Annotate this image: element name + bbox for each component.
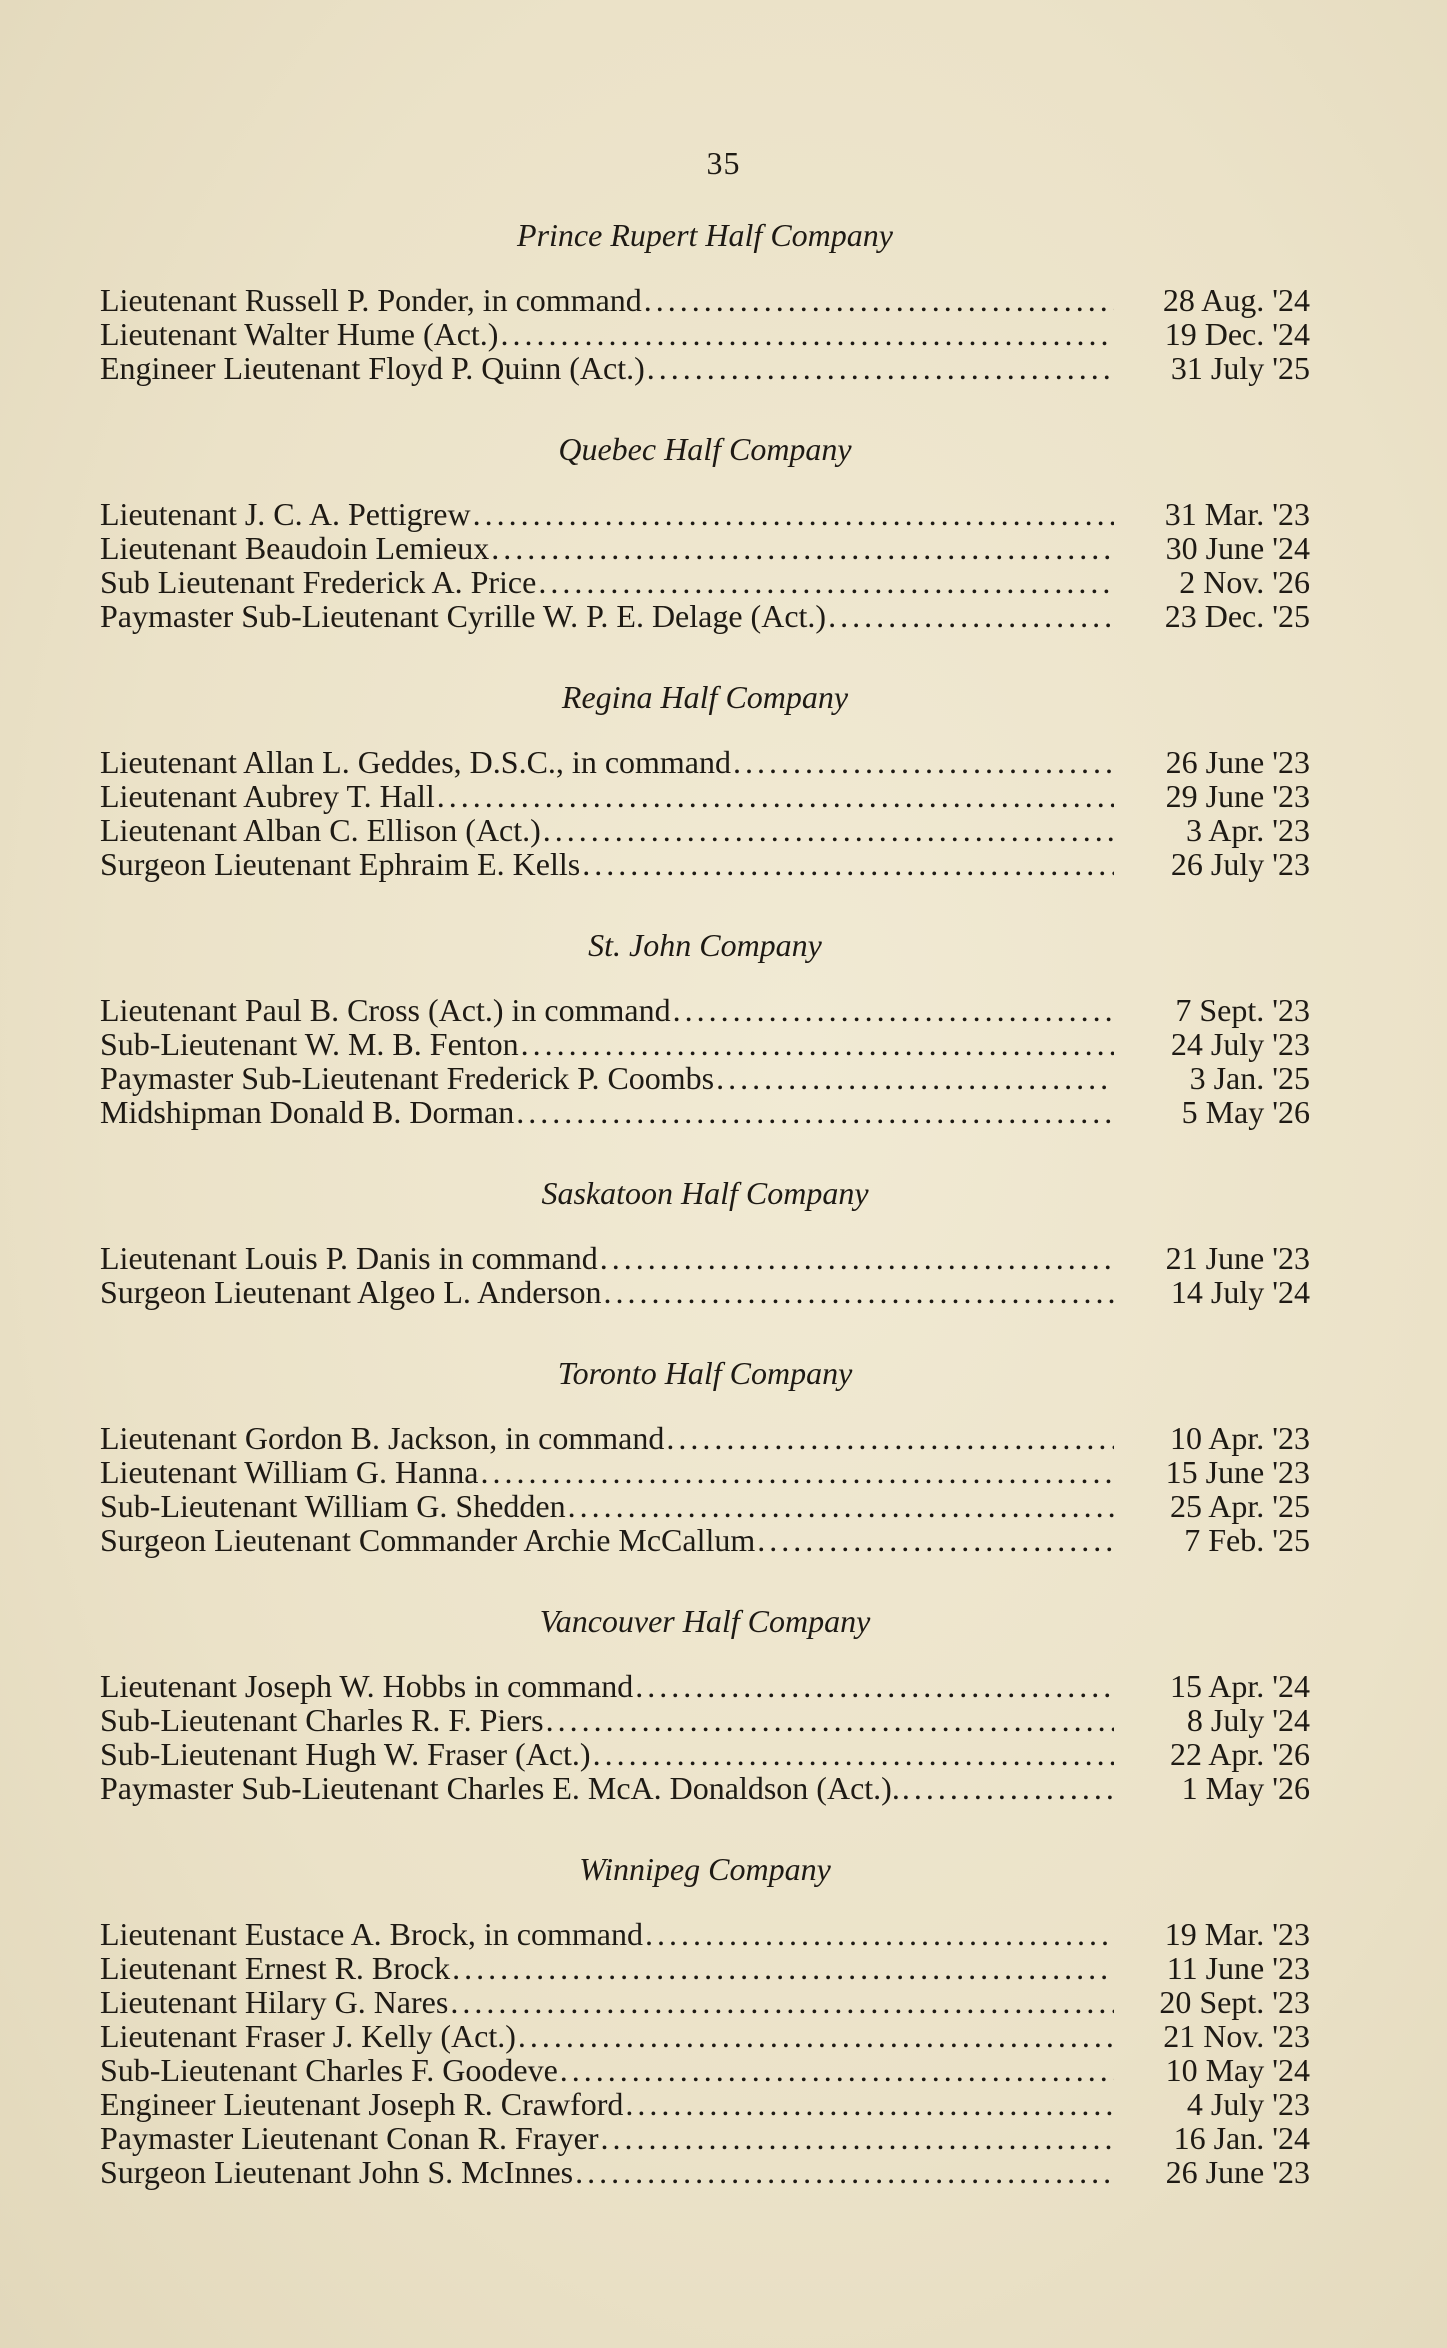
officer-name: Lieutenant Walter Hume (Act.) — [100, 316, 499, 352]
appointment-date: 10 May '24 — [1165, 2052, 1310, 2088]
officer-entries — [100, 283, 1310, 385]
company-section — [100, 925, 1310, 1129]
company-title: Quebec Half Company — [558, 431, 852, 467]
officer-name: Surgeon Lieutenant Ephraim E. Kells — [100, 846, 581, 882]
company-section — [100, 1173, 1310, 1309]
appointment-date: 8 July '24 — [1186, 1702, 1310, 1738]
officer-entry — [100, 1241, 1310, 1275]
officer-entry — [100, 1027, 1310, 1061]
officer-entry — [100, 1737, 1310, 1771]
officer-name: Sub-Lieutenant Charles F. Goodeve — [100, 2052, 558, 2088]
dot-leader — [666, 1421, 1114, 1455]
officer-entry — [100, 1455, 1310, 1489]
officer-entries — [100, 1669, 1310, 1805]
appointment-date: 25 Apr. '25 — [1170, 1488, 1310, 1524]
dot-leader — [600, 1241, 1114, 1275]
officer-entry — [100, 993, 1310, 1027]
officer-entry — [100, 847, 1310, 881]
dot-leader — [473, 497, 1114, 531]
appointment-date: 21 June '23 — [1165, 1240, 1310, 1276]
dot-leader — [733, 745, 1114, 779]
officer-entry — [100, 1917, 1310, 1951]
appointment-date: 26 June '23 — [1165, 2154, 1310, 2190]
officer-name: Lieutenant Aubrey T. Hall — [100, 778, 435, 814]
company-section — [100, 1601, 1310, 1805]
officer-name: Lieutenant Paul B. Cross (Act.) in command — [100, 992, 671, 1028]
officer-entry — [100, 599, 1310, 633]
appointment-date: 3 Jan. '25 — [1189, 1060, 1310, 1096]
company-title: Vancouver Half Company — [539, 1603, 871, 1639]
appointment-date: 11 June '23 — [1166, 1950, 1310, 1986]
company-section — [100, 1353, 1310, 1557]
officer-list — [100, 215, 1310, 2233]
dot-leader — [560, 2053, 1114, 2087]
officer-entry — [100, 1523, 1310, 1557]
company-title: Saskatoon Half Company — [541, 1175, 869, 1211]
officer-entry — [100, 1771, 1310, 1805]
appointment-date: 23 Dec. '25 — [1164, 598, 1310, 634]
appointment-date: 30 June '24 — [1165, 530, 1310, 566]
dot-leader — [516, 1095, 1114, 1129]
company-section — [100, 1849, 1310, 2189]
officer-entry — [100, 779, 1310, 813]
appointment-date: 26 June '23 — [1165, 744, 1310, 780]
appointment-date: 5 May '26 — [1181, 1094, 1310, 1130]
dot-leader — [582, 847, 1114, 881]
dot-leader — [902, 1771, 1114, 1805]
officer-name: Engineer Lieutenant Joseph R. Crawford — [100, 2086, 624, 2122]
officer-name: Engineer Lieutenant Floyd P. Quinn (Act.) — [100, 350, 645, 386]
officer-name: Sub-Lieutenant W. M. B. Fenton — [100, 1026, 519, 1062]
dot-leader — [604, 1275, 1114, 1309]
officer-name: Lieutenant J. C. A. Pettigrew — [100, 496, 471, 532]
dot-leader — [568, 1489, 1114, 1523]
officer-entries — [100, 497, 1310, 633]
appointment-date: 19 Dec. '24 — [1164, 316, 1310, 352]
dot-leader — [480, 1455, 1114, 1489]
appointment-date: 31 Mar. '23 — [1164, 496, 1310, 532]
appointment-date: 22 Apr. '26 — [1170, 1736, 1310, 1772]
officer-name: Lieutenant Eustace A. Brock, in command — [100, 1916, 643, 1952]
officer-entry — [100, 2155, 1310, 2189]
dot-leader — [450, 1985, 1114, 2019]
appointment-date: 3 Apr. '23 — [1186, 812, 1310, 848]
officer-entry — [100, 745, 1310, 779]
appointment-date: 14 July '24 — [1170, 1274, 1310, 1310]
dot-leader — [538, 565, 1114, 599]
officer-name: Lieutenant Beaudoin Lemieux — [100, 530, 490, 566]
company-section — [100, 677, 1310, 881]
officer-entry — [100, 565, 1310, 599]
officer-entry — [100, 1095, 1310, 1129]
company-title: Winnipeg Company — [579, 1851, 831, 1887]
officer-name: Sub-Lieutenant Charles R. F. Piers — [100, 1702, 544, 1738]
officer-entry — [100, 531, 1310, 565]
officer-name: Midshipman Donald B. Dorman — [100, 1094, 515, 1130]
appointment-date: 7 Feb. '25 — [1184, 1522, 1310, 1558]
officer-entries — [100, 745, 1310, 881]
officer-name: Sub-Lieutenant Hugh W. Fraser (Act.) — [100, 1736, 591, 1772]
dot-leader — [546, 1703, 1114, 1737]
appointment-date: 10 Apr. '23 — [1170, 1420, 1310, 1456]
appointment-date: 15 Apr. '24 — [1170, 1668, 1310, 1704]
officer-name: Lieutenant Fraser J. Kelly (Act.) — [100, 2018, 516, 2054]
officer-name: Lieutenant Alban C. Ellison (Act.) — [100, 812, 541, 848]
dot-leader — [601, 2121, 1114, 2155]
officer-entries — [100, 1917, 1310, 2189]
officer-name: Lieutenant Russell P. Ponder, in command — [100, 282, 642, 318]
dot-leader — [491, 531, 1114, 565]
officer-name: Surgeon Lieutenant Commander Archie McCallum — [100, 1522, 756, 1558]
officer-entry — [100, 1985, 1310, 2019]
officer-name: Paymaster Sub-Lieutenant Cyrille W. P. E. Delage (Act.) — [100, 598, 827, 634]
appointment-date: 26 July '23 — [1170, 846, 1310, 882]
officer-name: Lieutenant Joseph W. Hobbs in command — [100, 1668, 634, 1704]
dot-leader — [645, 1917, 1114, 1951]
officer-name: Sub-Lieutenant William G. Shedden — [100, 1488, 566, 1524]
officer-entry — [100, 2053, 1310, 2087]
officer-entry — [100, 2087, 1310, 2121]
officer-name: Lieutenant Gordon B. Jackson, in command — [100, 1420, 665, 1456]
officer-name: Paymaster Sub-Lieutenant Charles E. McA. Donaldson (Act.). — [100, 1770, 900, 1806]
officer-entry — [100, 1061, 1310, 1095]
officer-entry — [100, 1489, 1310, 1523]
appointment-date: 28 Aug. '24 — [1162, 282, 1310, 318]
officer-name: Paymaster Sub-Lieutenant Frederick P. Coombs — [100, 1060, 715, 1096]
officer-entries — [100, 1241, 1310, 1309]
dot-leader — [521, 1027, 1114, 1061]
appointment-date: 15 June '23 — [1165, 1454, 1310, 1490]
company-title: St. John Company — [588, 927, 822, 963]
appointment-date: 29 June '23 — [1165, 778, 1310, 814]
dot-leader — [716, 1061, 1114, 1095]
dot-leader — [437, 779, 1114, 813]
officer-name: Lieutenant William G. Hanna — [100, 1454, 479, 1490]
dot-leader — [828, 599, 1114, 633]
company-section — [100, 429, 1310, 633]
company-title: Prince Rupert Half Company — [517, 217, 893, 253]
officer-entry — [100, 1703, 1310, 1737]
appointment-date: 16 Jan. '24 — [1173, 2120, 1310, 2156]
officer-name: Lieutenant Louis P. Danis in command — [100, 1240, 598, 1276]
dot-leader — [593, 1737, 1114, 1771]
dot-leader — [757, 1523, 1114, 1557]
page-number: 35 — [706, 145, 741, 181]
company-title: Regina Half Company — [561, 679, 849, 715]
officer-entry — [100, 1275, 1310, 1309]
officer-name: Lieutenant Hilary G. Nares — [100, 1984, 449, 2020]
officer-entry — [100, 2019, 1310, 2053]
appointment-date: 21 Nov. '23 — [1163, 2018, 1310, 2054]
dot-leader — [635, 1669, 1114, 1703]
appointment-date: 19 Mar. '23 — [1164, 1916, 1310, 1952]
dot-leader — [518, 2019, 1114, 2053]
dot-leader — [543, 813, 1114, 847]
dot-leader — [625, 2087, 1114, 2121]
appointment-date: 20 Sept. '23 — [1159, 1984, 1310, 2020]
officer-entry — [100, 1951, 1310, 1985]
officer-entry — [100, 2121, 1310, 2155]
officer-entry — [100, 283, 1310, 317]
officer-entries — [100, 1421, 1310, 1557]
appointment-date: 4 July '23 — [1186, 2086, 1310, 2122]
officer-name: Surgeon Lieutenant Algeo L. Anderson — [100, 1274, 602, 1310]
officer-name: Surgeon Lieutenant John S. McInnes — [100, 2154, 574, 2190]
dot-leader — [647, 351, 1114, 385]
appointment-date: 7 Sept. '23 — [1175, 992, 1310, 1028]
dot-leader — [644, 283, 1114, 317]
dot-leader — [452, 1951, 1114, 1985]
officer-entry — [100, 1421, 1310, 1455]
company-section — [100, 215, 1310, 385]
company-title: Toronto Half Company — [557, 1355, 853, 1391]
appointment-date: 24 July '23 — [1170, 1026, 1310, 1062]
appointment-date: 1 May '26 — [1181, 1770, 1310, 1806]
appointment-date: 31 July '25 — [1170, 350, 1310, 386]
officer-entries — [100, 993, 1310, 1129]
dot-leader — [673, 993, 1114, 1027]
officer-name: Paymaster Lieutenant Conan R. Frayer — [100, 2120, 599, 2156]
dot-leader — [575, 2155, 1114, 2189]
officer-entry — [100, 351, 1310, 385]
officer-entry — [100, 497, 1310, 531]
officer-entry — [100, 813, 1310, 847]
officer-entry — [100, 1669, 1310, 1703]
officer-entry — [100, 317, 1310, 351]
appointment-date: 2 Nov. '26 — [1179, 564, 1310, 600]
officer-name: Lieutenant Ernest R. Brock — [100, 1950, 451, 1986]
dot-leader — [500, 317, 1114, 351]
officer-name: Sub Lieutenant Frederick A. Price — [100, 564, 537, 600]
officer-name: Lieutenant Allan L. Geddes, D.S.C., in command — [100, 744, 731, 780]
